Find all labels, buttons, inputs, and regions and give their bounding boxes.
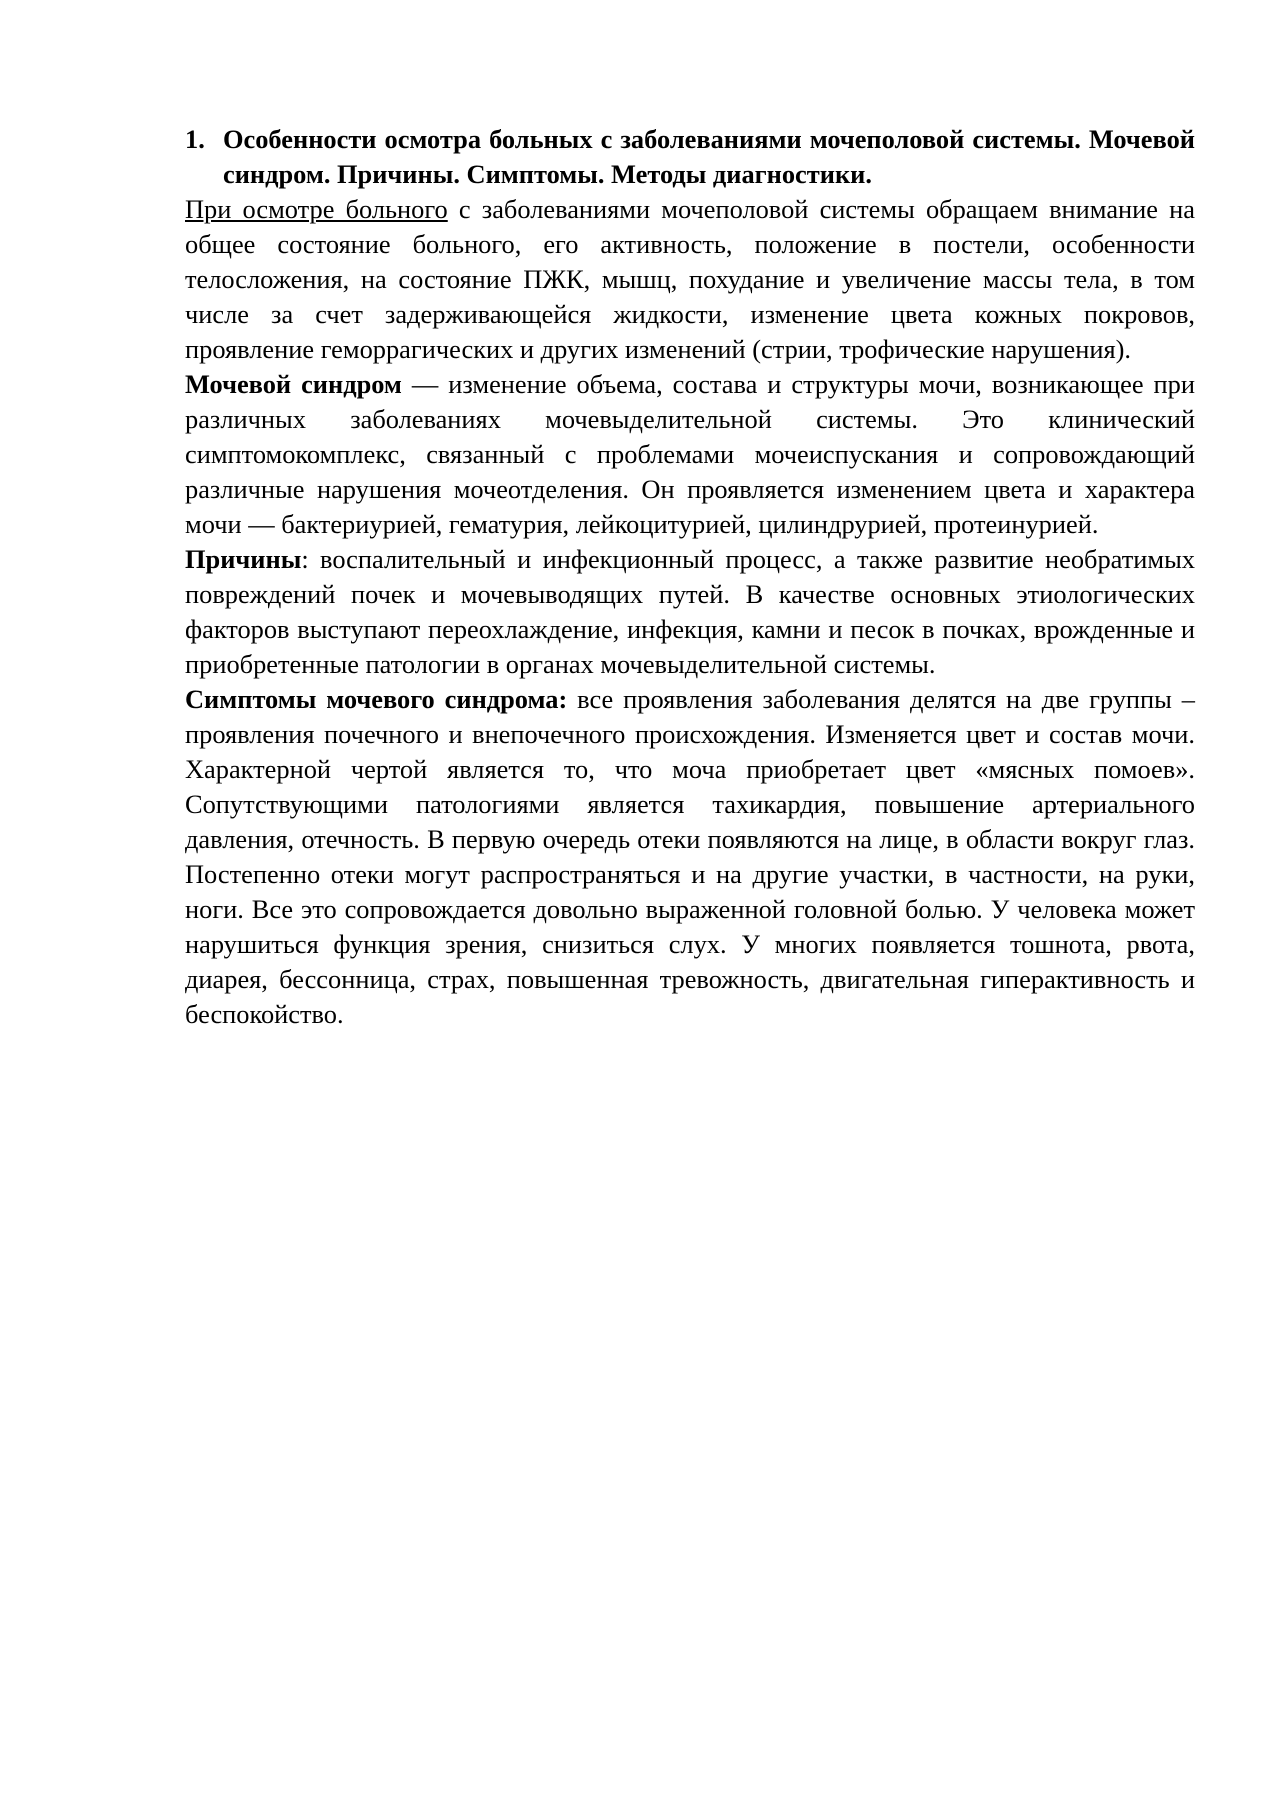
paragraph-syndrome (185, 367, 1195, 542)
section-heading (185, 122, 1195, 192)
heading-number: 1. (185, 124, 205, 154)
paragraph-syndrome-lead: Мочевой синдром (185, 369, 402, 399)
paragraph-syndrome-text: — изменение объема, состава и структуры мочи, возникающее при различных заболеваниях мочевыделительной системы. Это клинический симптомокомплекс, связанный с проблемами мочеиспускания и сопровождающий различные нарушения мочеотделения. Он проявляется изменением цвета и характера мочи — бактериурией, гематурия, лейкоцитурией, цилиндрурией, протеинурией. (185, 369, 1195, 539)
paragraph-symptoms-text: все проявления заболевания делятся на две группы – проявления почечного и внепочечного происхождения. Изменяется цвет и состав мочи. Характерной чертой является то, что моча приобретает цвет «мясных помоев». Сопутствующими патологиями является тахикардия, повышение артериального давления, отечность. В первую очередь отеки появляются на лице, в области вокруг глаз. Постепенно отеки могут распространяться и на другие участки, в частности, на руки, ноги. Все это сопровождается довольно выраженной головной болью. У человека может нарушиться функция зрения, снизиться слух. У многих появляется тошнота, рвота, диарея, бессонница, страх, повышенная тревожность, двигательная гиперактивность и беспокойство. (185, 684, 1195, 1029)
paragraph-symptoms-lead: Симптомы мочевого синдрома: (185, 684, 568, 714)
heading-text: Особенности осмотра больных с заболеваниями мочеполовой системы. Мочевой синдром. Причины. Симптомы. Методы диагностики. (223, 124, 1195, 189)
paragraph-exam-lead: При осмотре больного (185, 194, 448, 224)
paragraph-symptoms (185, 682, 1195, 1032)
paragraph-exam (185, 192, 1195, 367)
paragraph-causes (185, 542, 1195, 682)
document-page (185, 122, 1195, 1032)
paragraph-causes-lead: Причины (185, 544, 302, 574)
paragraph-exam-text: с заболеваниями мочеполовой системы обращаем внимание на общее состояние больного, его активность, положение в постели, особенности телосложения, на состояние ПЖК, мышц, похудание и увеличение массы тела, в том числе за счет задерживающейся жидкости, изменение цвета кожных покровов, проявление геморрагических и других изменений (стрии, трофические нарушения). (185, 194, 1195, 364)
paragraph-causes-text: : воспалительный и инфекционный процесс, а также развитие необратимых повреждений почек и мочевыводящих путей. В качестве основных этиологических факторов выступают переохлаждение, инфекция, камни и песок в почках, врожденные и приобретенные патологии в органах мочевыделительной системы. (185, 544, 1195, 679)
